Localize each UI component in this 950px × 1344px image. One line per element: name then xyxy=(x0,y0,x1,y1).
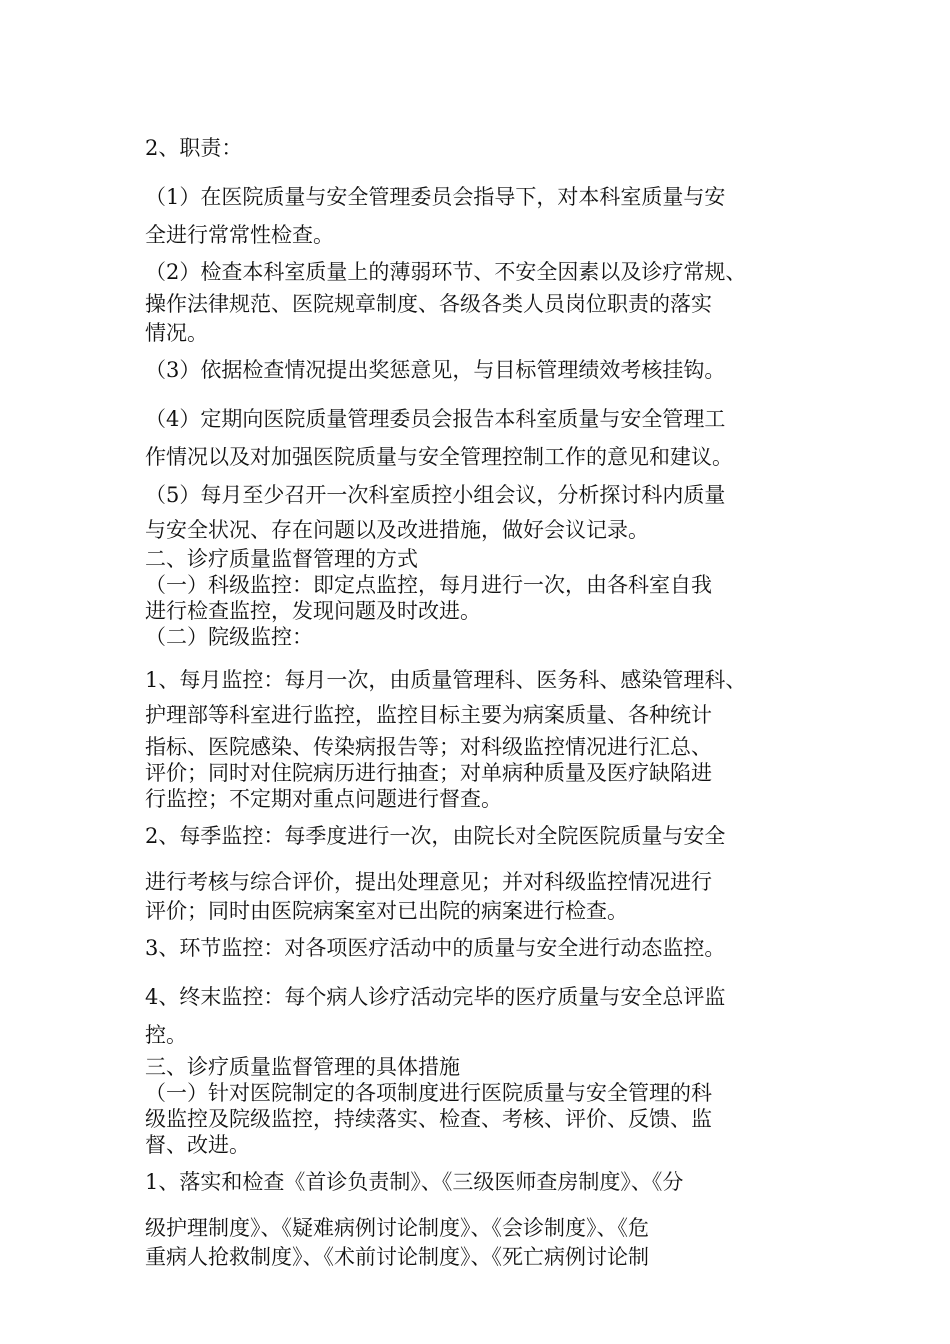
paragraph-duty-2-line-3: 情况。 xyxy=(145,321,208,345)
paragraph-monthly-line-5: 行监控；不定期对重点问题进行督查。 xyxy=(145,787,502,811)
paragraph-systems-line-3: 重病人抢救制度》、《术前讨论制度》、《死亡病例讨论制 xyxy=(145,1245,649,1269)
paragraph-quarterly-line-2: 进行考核与综合评价，提出处理意见；并对科级监控情况进行 xyxy=(145,870,712,894)
subheading-hospital-monitor: （二）院级监控： xyxy=(145,625,313,649)
paragraph-monthly-line-2: 护理部等科室进行监控，监控目标主要为病案质量、各种统计 xyxy=(145,703,712,727)
paragraph-measures-1-line-3: 督、改进。 xyxy=(145,1133,250,1157)
paragraph-final-monitor-line-2: 控。 xyxy=(145,1023,187,1047)
heading-duties: 2、职责： xyxy=(145,136,243,160)
paragraph-duty-2-line-2: 操作法律规范、医院规章制度、各级各类人员岗位职责的落实 xyxy=(145,292,712,316)
paragraph-duty-3: （3）依据检查情况提出奖惩意见，与目标管理绩效考核挂钩。 xyxy=(145,358,726,382)
paragraph-measures-1-line-1: （一）针对医院制定的各项制度进行医院质量与安全管理的科 xyxy=(145,1081,712,1105)
paragraph-dept-monitor-line-1: （一）科级监控：即定点监控，每月进行一次，由各科室自我 xyxy=(145,573,712,597)
document-body xyxy=(145,132,825,1270)
paragraph-monthly-line-4: 评价；同时对住院病历进行抽查；对单病种质量及医疗缺陷进 xyxy=(145,761,712,785)
paragraph-dept-monitor-line-2: 进行检查监控，发现问题及时改进。 xyxy=(145,599,481,623)
paragraph-final-monitor-line-1: 4、终末监控：每个病人诊疗活动完毕的医疗质量与安全总评监 xyxy=(145,985,726,1009)
paragraph-duty-4-line-2: 作情况以及对加强医院质量与安全管理控制工作的意见和建议。 xyxy=(145,445,733,469)
paragraph-systems-line-1: 1、落实和检查《首诊负责制》、《三级医师查房制度》、《分 xyxy=(145,1170,684,1194)
section-heading-measures: 三、诊疗质量监督管理的具体措施 xyxy=(145,1055,460,1079)
paragraph-process-monitor: 3、环节监控：对各项医疗活动中的质量与安全进行动态监控。 xyxy=(145,936,726,960)
paragraph-duty-1-line-1: （1）在医院质量与安全管理委员会指导下，对本科室质量与安 xyxy=(145,185,726,209)
paragraph-duty-1-line-2: 全进行常常性检查。 xyxy=(145,223,334,247)
paragraph-systems-line-2: 级护理制度》、《疑难病例讨论制度》、《会诊制度》、《危 xyxy=(145,1216,649,1240)
paragraph-duty-4-line-1: （4）定期向医院质量管理委员会报告本科室质量与安全管理工 xyxy=(145,407,726,431)
section-heading-methods: 二、诊疗质量监督管理的方式 xyxy=(145,547,418,571)
paragraph-monthly-line-1: 1、每月监控：每月一次，由质量管理科、医务科、感染管理科、 xyxy=(145,668,747,692)
paragraph-duty-5-line-2: 与安全状况、存在问题以及改进措施，做好会议记录。 xyxy=(145,518,649,542)
paragraph-monthly-line-3: 指标、医院感染、传染病报告等；对科级监控情况进行汇总、 xyxy=(145,735,712,759)
paragraph-duty-5-line-1: （5）每月至少召开一次科室质控小组会议，分析探讨科内质量 xyxy=(145,483,726,507)
paragraph-quarterly-line-1: 2、每季监控：每季度进行一次，由院长对全院医院质量与安全 xyxy=(145,824,726,848)
paragraph-measures-1-line-2: 级监控及院级监控，持续落实、检查、考核、评价、反馈、监 xyxy=(145,1107,712,1131)
paragraph-duty-2-line-1: （2）检查本科室质量上的薄弱环节、不安全因素以及诊疗常规、 xyxy=(145,260,747,284)
paragraph-quarterly-line-3: 评价；同时由医院病案室对已出院的病案进行检查。 xyxy=(145,899,628,923)
